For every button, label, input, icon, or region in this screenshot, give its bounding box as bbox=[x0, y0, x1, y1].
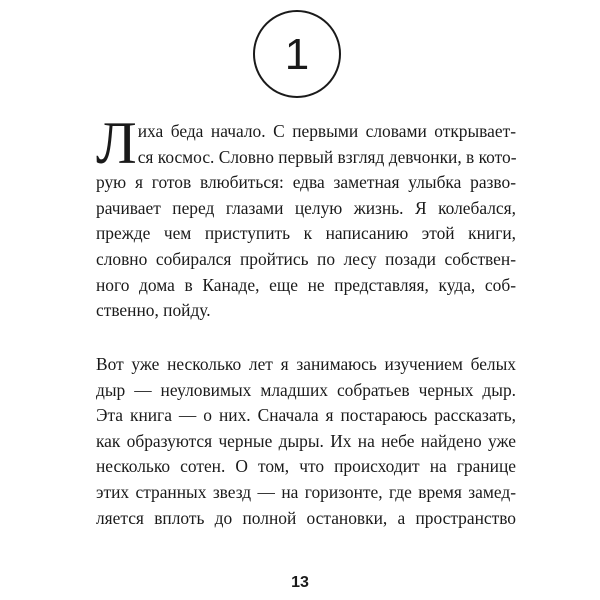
text-line: как образуются черные дыры. Их на небе найдено уже bbox=[96, 430, 516, 451]
text-line: прежде чем приступить к написанию этой книги, bbox=[96, 223, 516, 244]
text-line: ственно, пойду. bbox=[96, 300, 211, 321]
text-line: этих странных звезд — на горизонте, где время замед- bbox=[96, 481, 516, 502]
text-line: ного дома в Канаде, еще не представляя, куда, соб- bbox=[96, 274, 516, 295]
text-line: иха беда начало. С первыми словами открывает- bbox=[137, 121, 516, 141]
chapter-number: 1 bbox=[284, 30, 310, 79]
paragraph-2 bbox=[96, 352, 516, 531]
text-line: Эта книга — о них. Сначала я постараюсь рассказать, bbox=[96, 405, 516, 426]
chapter-number-circle bbox=[253, 10, 341, 98]
text-line: словно собирался пройтись по лесу позади собствен- bbox=[96, 248, 516, 269]
text-line: рую я готов влюбиться: едва заметная улыбка разво- bbox=[96, 172, 516, 193]
text-line: несколько сотен. О том, что происходит на границе bbox=[96, 456, 516, 477]
text-line: дыр — неуловимых младших собратьев черных дыр. bbox=[96, 379, 516, 400]
page-number: 13 bbox=[291, 574, 309, 591]
text-line: ся космос. Словно первый взгляд девчонки, в кото- bbox=[137, 146, 517, 167]
text-line: рачивает перед глазами целую жизнь. Я колебался, bbox=[96, 197, 516, 218]
paragraph-1 bbox=[96, 110, 517, 324]
drop-cap: Л bbox=[96, 110, 137, 176]
text-line: ляется вплоть до полной остановки, а пространство bbox=[96, 507, 516, 528]
text-line: Вот уже несколько лет я занимаюсь изучением белых bbox=[96, 354, 516, 374]
